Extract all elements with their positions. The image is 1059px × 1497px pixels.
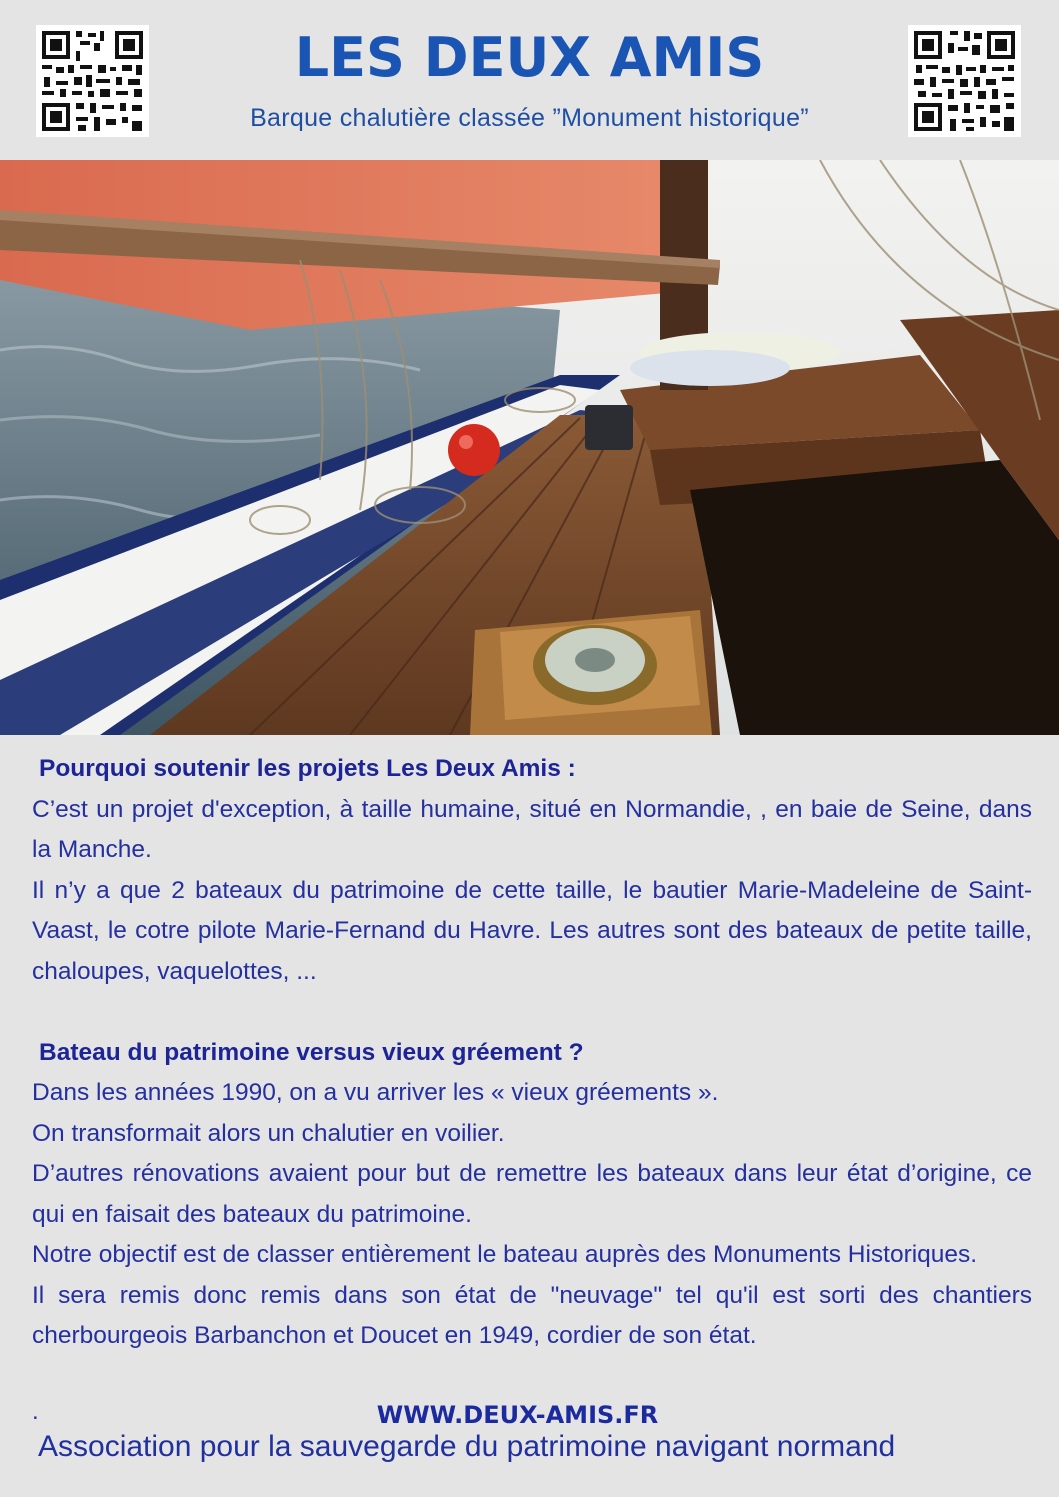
- paragraph: C’est un projet d'exception, à taille humaine, situé en Normandie, , en baie de Seine, dans la Manche.: [32, 795, 1032, 863]
- paragraph: On transformait alors un chalutier en voilier.: [32, 1119, 505, 1147]
- stray-dot: .: [32, 1398, 39, 1425]
- association-tagline: Association pour la sauvegarde du patrimoine navigant normand: [38, 1430, 896, 1463]
- paragraph: D’autres rénovations avaient pour but de remettre les bateaux dans leur état d’origine, ce qui en faisait des bateaux du patrimoine.: [32, 1160, 1032, 1228]
- photo-illustration: [0, 160, 1059, 735]
- website-link[interactable]: WWW.DEUX-AMIS.FR: [376, 1401, 659, 1429]
- paragraph: Il sera remis donc remis dans son état de "neuvage" tel qu'il est sorti des chantiers cherbourgeois Barbanchon et Doucet en 1949, cordier de son état.: [32, 1281, 1032, 1349]
- spacer: [32, 992, 1032, 1033]
- section-heading: Pourquoi soutenir les projets Les Deux Amis :: [39, 755, 576, 782]
- paragraph: Dans les années 1990, on a vu arriver les « vieux gréements ».: [32, 1079, 719, 1106]
- section-heading: Bateau du patrimoine versus vieux gréement ?: [39, 1038, 584, 1066]
- paragraph: Notre objectif est de classer entièrement le bateau auprès des Monuments Historiques.: [32, 1241, 978, 1268]
- page-subtitle: Barque chalutière classée ”Monument historique”: [250, 104, 809, 132]
- boat-deck-photo: [0, 160, 1059, 735]
- paragraph: Il n’y a que 2 bateaux du patrimoine de cette taille, le bautier Marie-Madeleine de Saint-Vaast, le cotre pilote Marie-Fernand du Havre. Les autres sont des bateaux de petite taille, chaloupes, vaquelottes, ...: [32, 876, 1032, 985]
- page-title: LES DEUX AMIS: [294, 26, 765, 89]
- article-body: [32, 749, 1032, 1357]
